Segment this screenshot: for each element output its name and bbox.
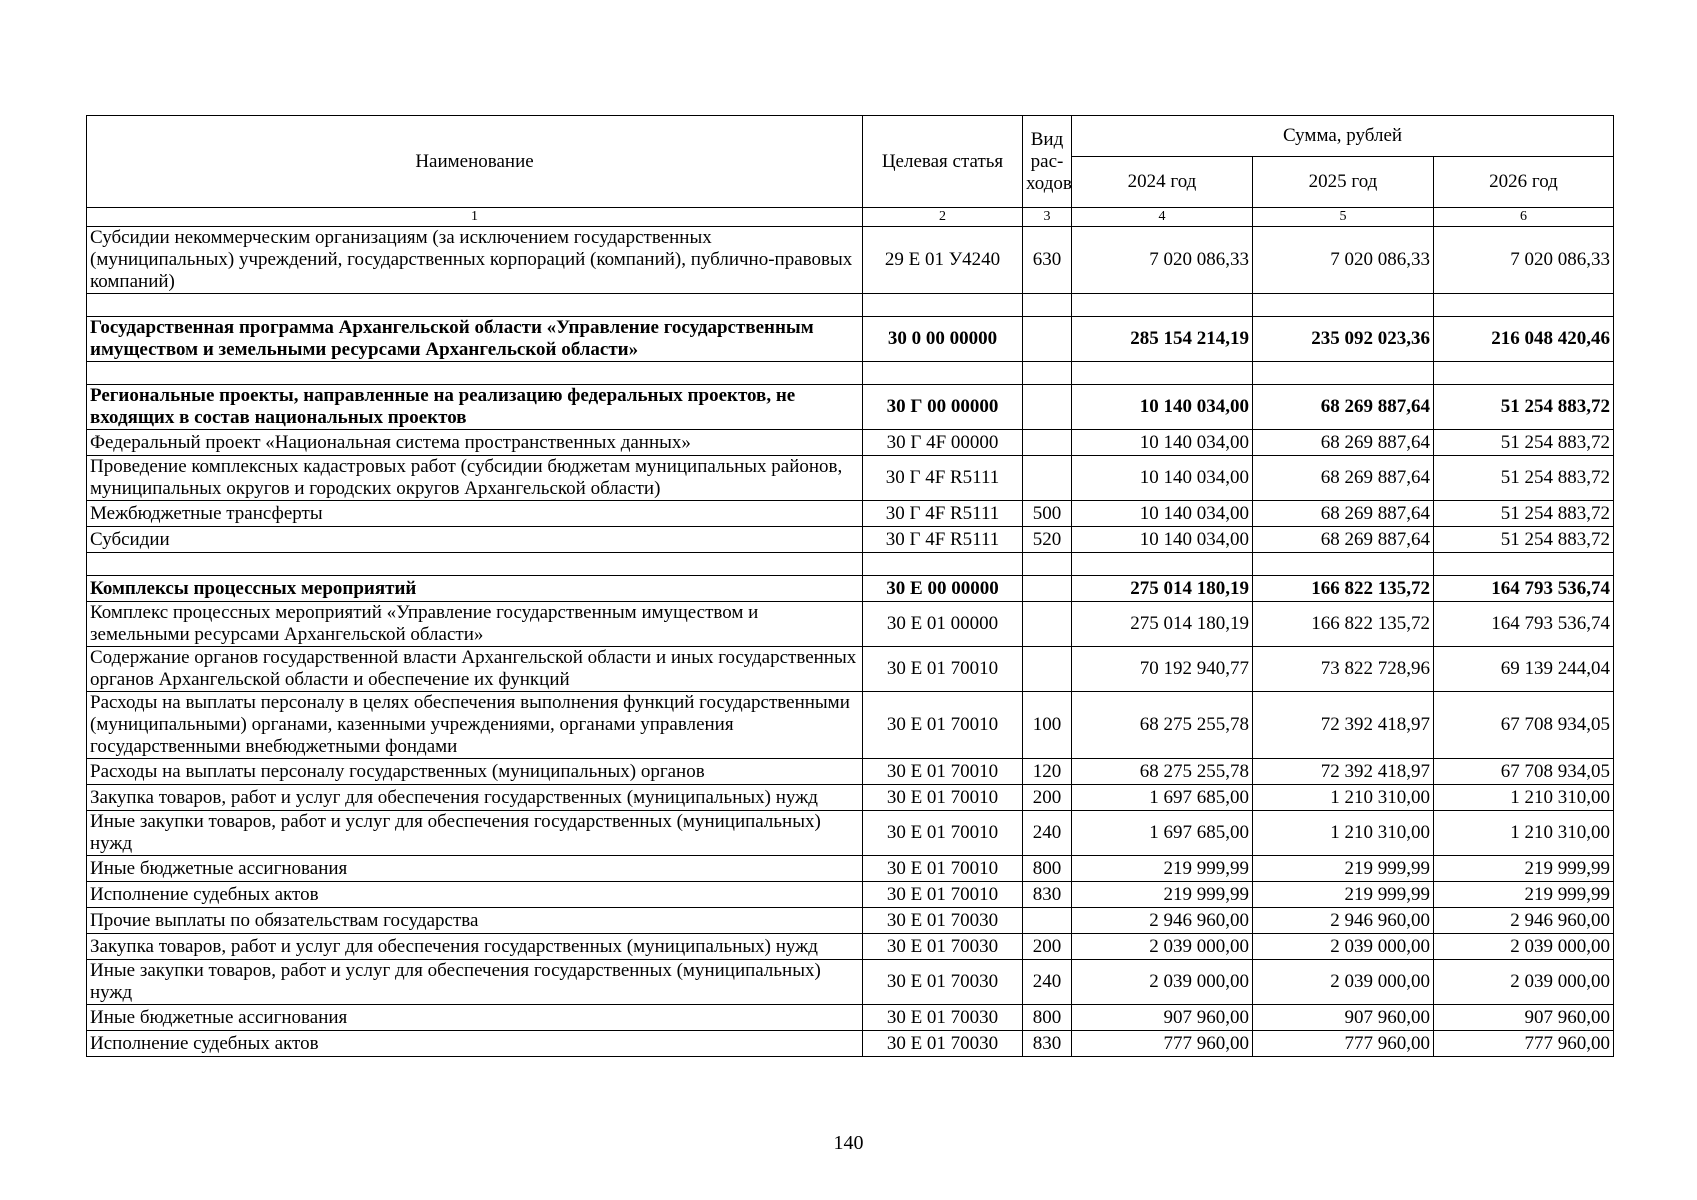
header-2024: 2024 год [1072,157,1253,208]
row-sum-2025: 68 269 887,64 [1253,385,1434,430]
row-sum-2024: 68 275 255,78 [1072,759,1253,785]
row-sum-2026: 907 960,00 [1434,1005,1614,1031]
row-sum-2025: 166 822 135,72 [1253,576,1434,602]
row-name: Комплексы процессных мероприятий [87,576,863,602]
row-name: Субсидии некоммерческим организациям (за исключением государственных (муниципальных) учреждений, государственных корпораций (компаний), публично-правовых компаний) [87,227,863,294]
row-name: Исполнение судебных актов [87,882,863,908]
row-name: Закупка товаров, работ и услуг для обеспечения государственных (муниципальных) нужд [87,785,863,811]
row-sum-2024: 10 140 034,00 [1072,385,1253,430]
row-sum-2025: 68 269 887,64 [1253,501,1434,527]
header-sum: Сумма, рублей [1072,116,1614,157]
row-vid: 630 [1023,227,1072,294]
table-row [87,317,1614,362]
row-vid: 500 [1023,501,1072,527]
row-sum-2025: 166 822 135,72 [1253,602,1434,647]
row-sum-2024: 1 697 685,00 [1072,785,1253,811]
row-sum-2026: 2 946 960,00 [1434,908,1614,934]
row-sum-2025: 72 392 418,97 [1253,759,1434,785]
budget-page [86,115,1613,1057]
row-sum-2026: 67 708 934,05 [1434,759,1614,785]
row-sum-2025: 1 210 310,00 [1253,811,1434,856]
column-number: 4 [1072,208,1253,227]
row-vid [1023,576,1072,602]
row-sum-2025: 219 999,99 [1253,856,1434,882]
row-code [863,362,1023,385]
row-sum-2024: 285 154 214,19 [1072,317,1253,362]
row-sum-2024: 777 960,00 [1072,1031,1253,1057]
page-number: 140 [833,1132,864,1154]
row-sum-2026: 1 210 310,00 [1434,811,1614,856]
row-vid [1023,294,1072,317]
table-row [87,934,1614,960]
row-code: 30 Е 01 00000 [863,602,1023,647]
row-sum-2024: 10 140 034,00 [1072,430,1253,456]
row-sum-2024: 2 039 000,00 [1072,960,1253,1005]
row-code: 30 Е 01 70010 [863,785,1023,811]
row-code: 30 Е 01 70010 [863,882,1023,908]
row-name: Федеральный проект «Национальная система пространственных данных» [87,430,863,456]
row-sum-2024: 70 192 940,77 [1072,647,1253,692]
empty-row [87,553,1614,576]
table-row [87,882,1614,908]
row-sum-2024 [1072,294,1253,317]
row-code: 30 Е 01 70010 [863,811,1023,856]
row-sum-2024 [1072,553,1253,576]
row-vid [1023,362,1072,385]
row-sum-2026: 2 039 000,00 [1434,934,1614,960]
table-body [87,227,1614,1057]
row-name [87,362,863,385]
table-row [87,856,1614,882]
row-name: Расходы на выплаты персоналу в целях обеспечения выполнения функций государственными (муниципальными) органами, казенными учреждениями, органами управления государственными внебюджетными фондами [87,692,863,759]
row-code: 29 Е 01 У4240 [863,227,1023,294]
row-vid [1023,647,1072,692]
table-row [87,1005,1614,1031]
row-code: 30 Е 01 70030 [863,934,1023,960]
row-code: 30 Е 01 70010 [863,856,1023,882]
row-sum-2026: 777 960,00 [1434,1031,1614,1057]
row-sum-2026: 219 999,99 [1434,856,1614,882]
row-sum-2024: 275 014 180,19 [1072,602,1253,647]
row-vid: 830 [1023,1031,1072,1057]
row-code: 30 Е 01 70030 [863,1031,1023,1057]
table-row [87,811,1614,856]
row-sum-2025: 2 039 000,00 [1253,934,1434,960]
row-vid: 240 [1023,811,1072,856]
row-name: Региональные проекты, направленные на реализацию федеральных проектов, не входящих в состав национальных проектов [87,385,863,430]
row-sum-2024: 219 999,99 [1072,882,1253,908]
header-name: Наименование [87,116,863,208]
row-sum-2024: 7 020 086,33 [1072,227,1253,294]
row-sum-2024: 10 140 034,00 [1072,527,1253,553]
table-row [87,527,1614,553]
row-name [87,553,863,576]
row-code: 30 Е 01 70010 [863,692,1023,759]
row-vid: 200 [1023,934,1072,960]
row-sum-2026: 219 999,99 [1434,882,1614,908]
row-sum-2026: 164 793 536,74 [1434,576,1614,602]
row-name: Прочие выплаты по обязательствам государства [87,908,863,934]
row-name: Содержание органов государственной власти Архангельской области и иных государственных органов Архангельской области и обеспечение их функций [87,647,863,692]
column-number: 5 [1253,208,1434,227]
row-code: 30 Г 4F R5111 [863,527,1023,553]
row-code: 30 Е 01 70010 [863,647,1023,692]
row-vid [1023,908,1072,934]
row-code: 30 Е 01 70030 [863,908,1023,934]
row-name: Расходы на выплаты персоналу государственных (муниципальных) органов [87,759,863,785]
row-sum-2024: 2 946 960,00 [1072,908,1253,934]
row-code: 30 0 00 00000 [863,317,1023,362]
row-code: 30 Е 01 70010 [863,759,1023,785]
row-sum-2026: 51 254 883,72 [1434,501,1614,527]
row-name: Субсидии [87,527,863,553]
row-sum-2025: 1 210 310,00 [1253,785,1434,811]
row-vid: 520 [1023,527,1072,553]
row-sum-2024: 10 140 034,00 [1072,501,1253,527]
row-sum-2025: 219 999,99 [1253,882,1434,908]
row-name: Государственная программа Архангельской области «Управление государственным имуществом и земельными ресурсами Архангельской области» [87,317,863,362]
row-sum-2025: 7 020 086,33 [1253,227,1434,294]
row-code: 30 Е 01 70030 [863,960,1023,1005]
row-sum-2025: 2 039 000,00 [1253,960,1434,1005]
row-vid: 800 [1023,1005,1072,1031]
table-header [87,116,1614,227]
row-vid [1023,553,1072,576]
row-code: 30 Е 00 00000 [863,576,1023,602]
row-sum-2026: 51 254 883,72 [1434,527,1614,553]
row-name: Межбюджетные трансферты [87,501,863,527]
table-row [87,576,1614,602]
row-code [863,294,1023,317]
column-numbers-row [87,208,1614,227]
row-code: 30 Г 4F R5111 [863,501,1023,527]
row-vid [1023,430,1072,456]
row-sum-2024: 1 697 685,00 [1072,811,1253,856]
budget-table [86,115,1614,1057]
row-sum-2025 [1253,362,1434,385]
table-row [87,501,1614,527]
row-sum-2024: 907 960,00 [1072,1005,1253,1031]
table-row [87,692,1614,759]
row-code: 30 Е 01 70030 [863,1005,1023,1031]
table-row [87,960,1614,1005]
row-name: Иные бюджетные ассигнования [87,856,863,882]
header-target: Целевая статья [863,116,1023,208]
row-vid: 830 [1023,882,1072,908]
row-sum-2025: 907 960,00 [1253,1005,1434,1031]
table-row [87,908,1614,934]
row-sum-2026: 1 210 310,00 [1434,785,1614,811]
row-name: Комплекс процессных мероприятий «Управление государственным имуществом и земельными ресурсами Архангельской области» [87,602,863,647]
row-vid [1023,317,1072,362]
table-row [87,385,1614,430]
row-vid [1023,456,1072,501]
row-sum-2025: 72 392 418,97 [1253,692,1434,759]
row-name: Закупка товаров, работ и услуг для обеспечения государственных (муниципальных) нужд [87,934,863,960]
row-sum-2025 [1253,553,1434,576]
row-vid: 240 [1023,960,1072,1005]
row-sum-2024: 2 039 000,00 [1072,934,1253,960]
row-sum-2026 [1434,553,1614,576]
row-sum-2024: 68 275 255,78 [1072,692,1253,759]
column-number: 6 [1434,208,1614,227]
row-sum-2026: 2 039 000,00 [1434,960,1614,1005]
row-sum-2025: 73 822 728,96 [1253,647,1434,692]
row-sum-2025: 777 960,00 [1253,1031,1434,1057]
row-name [87,294,863,317]
row-sum-2024: 219 999,99 [1072,856,1253,882]
row-sum-2026 [1434,294,1614,317]
header-2025: 2025 год [1253,157,1434,208]
row-sum-2024: 10 140 034,00 [1072,456,1253,501]
row-name: Проведение комплексных кадастровых работ (субсидии бюджетам муниципальных районов, муниципальных округов и городских округов Архангельской области) [87,456,863,501]
table-row [87,647,1614,692]
row-vid: 200 [1023,785,1072,811]
row-code: 30 Г 4F 00000 [863,430,1023,456]
row-sum-2026: 7 020 086,33 [1434,227,1614,294]
row-sum-2025: 235 092 023,36 [1253,317,1434,362]
table-row [87,602,1614,647]
row-sum-2026: 69 139 244,04 [1434,647,1614,692]
row-sum-2025: 2 946 960,00 [1253,908,1434,934]
empty-row [87,362,1614,385]
row-name: Иные закупки товаров, работ и услуг для обеспечения государственных (муниципальных) нужд [87,960,863,1005]
empty-row [87,294,1614,317]
row-sum-2026: 216 048 420,46 [1434,317,1614,362]
row-vid: 800 [1023,856,1072,882]
row-sum-2025 [1253,294,1434,317]
row-name: Иные закупки товаров, работ и услуг для обеспечения государственных (муниципальных) нужд [87,811,863,856]
table-row [87,759,1614,785]
row-sum-2026: 51 254 883,72 [1434,456,1614,501]
row-vid: 120 [1023,759,1072,785]
row-name: Иные бюджетные ассигнования [87,1005,863,1031]
table-row [87,1031,1614,1057]
header-vid: Вид рас-ходов [1023,116,1072,208]
row-name: Исполнение судебных актов [87,1031,863,1057]
row-sum-2026: 164 793 536,74 [1434,602,1614,647]
column-number: 3 [1023,208,1072,227]
table-row [87,227,1614,294]
row-sum-2026: 67 708 934,05 [1434,692,1614,759]
row-sum-2025: 68 269 887,64 [1253,430,1434,456]
row-vid: 100 [1023,692,1072,759]
column-number: 2 [863,208,1023,227]
table-row [87,456,1614,501]
row-code [863,553,1023,576]
row-sum-2024 [1072,362,1253,385]
header-2026: 2026 год [1434,157,1614,208]
row-code: 30 Г 4F R5111 [863,456,1023,501]
row-sum-2026: 51 254 883,72 [1434,385,1614,430]
table-row [87,430,1614,456]
table-row [87,785,1614,811]
row-sum-2026: 51 254 883,72 [1434,430,1614,456]
row-sum-2024: 275 014 180,19 [1072,576,1253,602]
row-sum-2025: 68 269 887,64 [1253,456,1434,501]
row-sum-2026 [1434,362,1614,385]
column-number: 1 [87,208,863,227]
row-vid [1023,602,1072,647]
row-vid [1023,385,1072,430]
row-sum-2025: 68 269 887,64 [1253,527,1434,553]
row-code: 30 Г 00 00000 [863,385,1023,430]
